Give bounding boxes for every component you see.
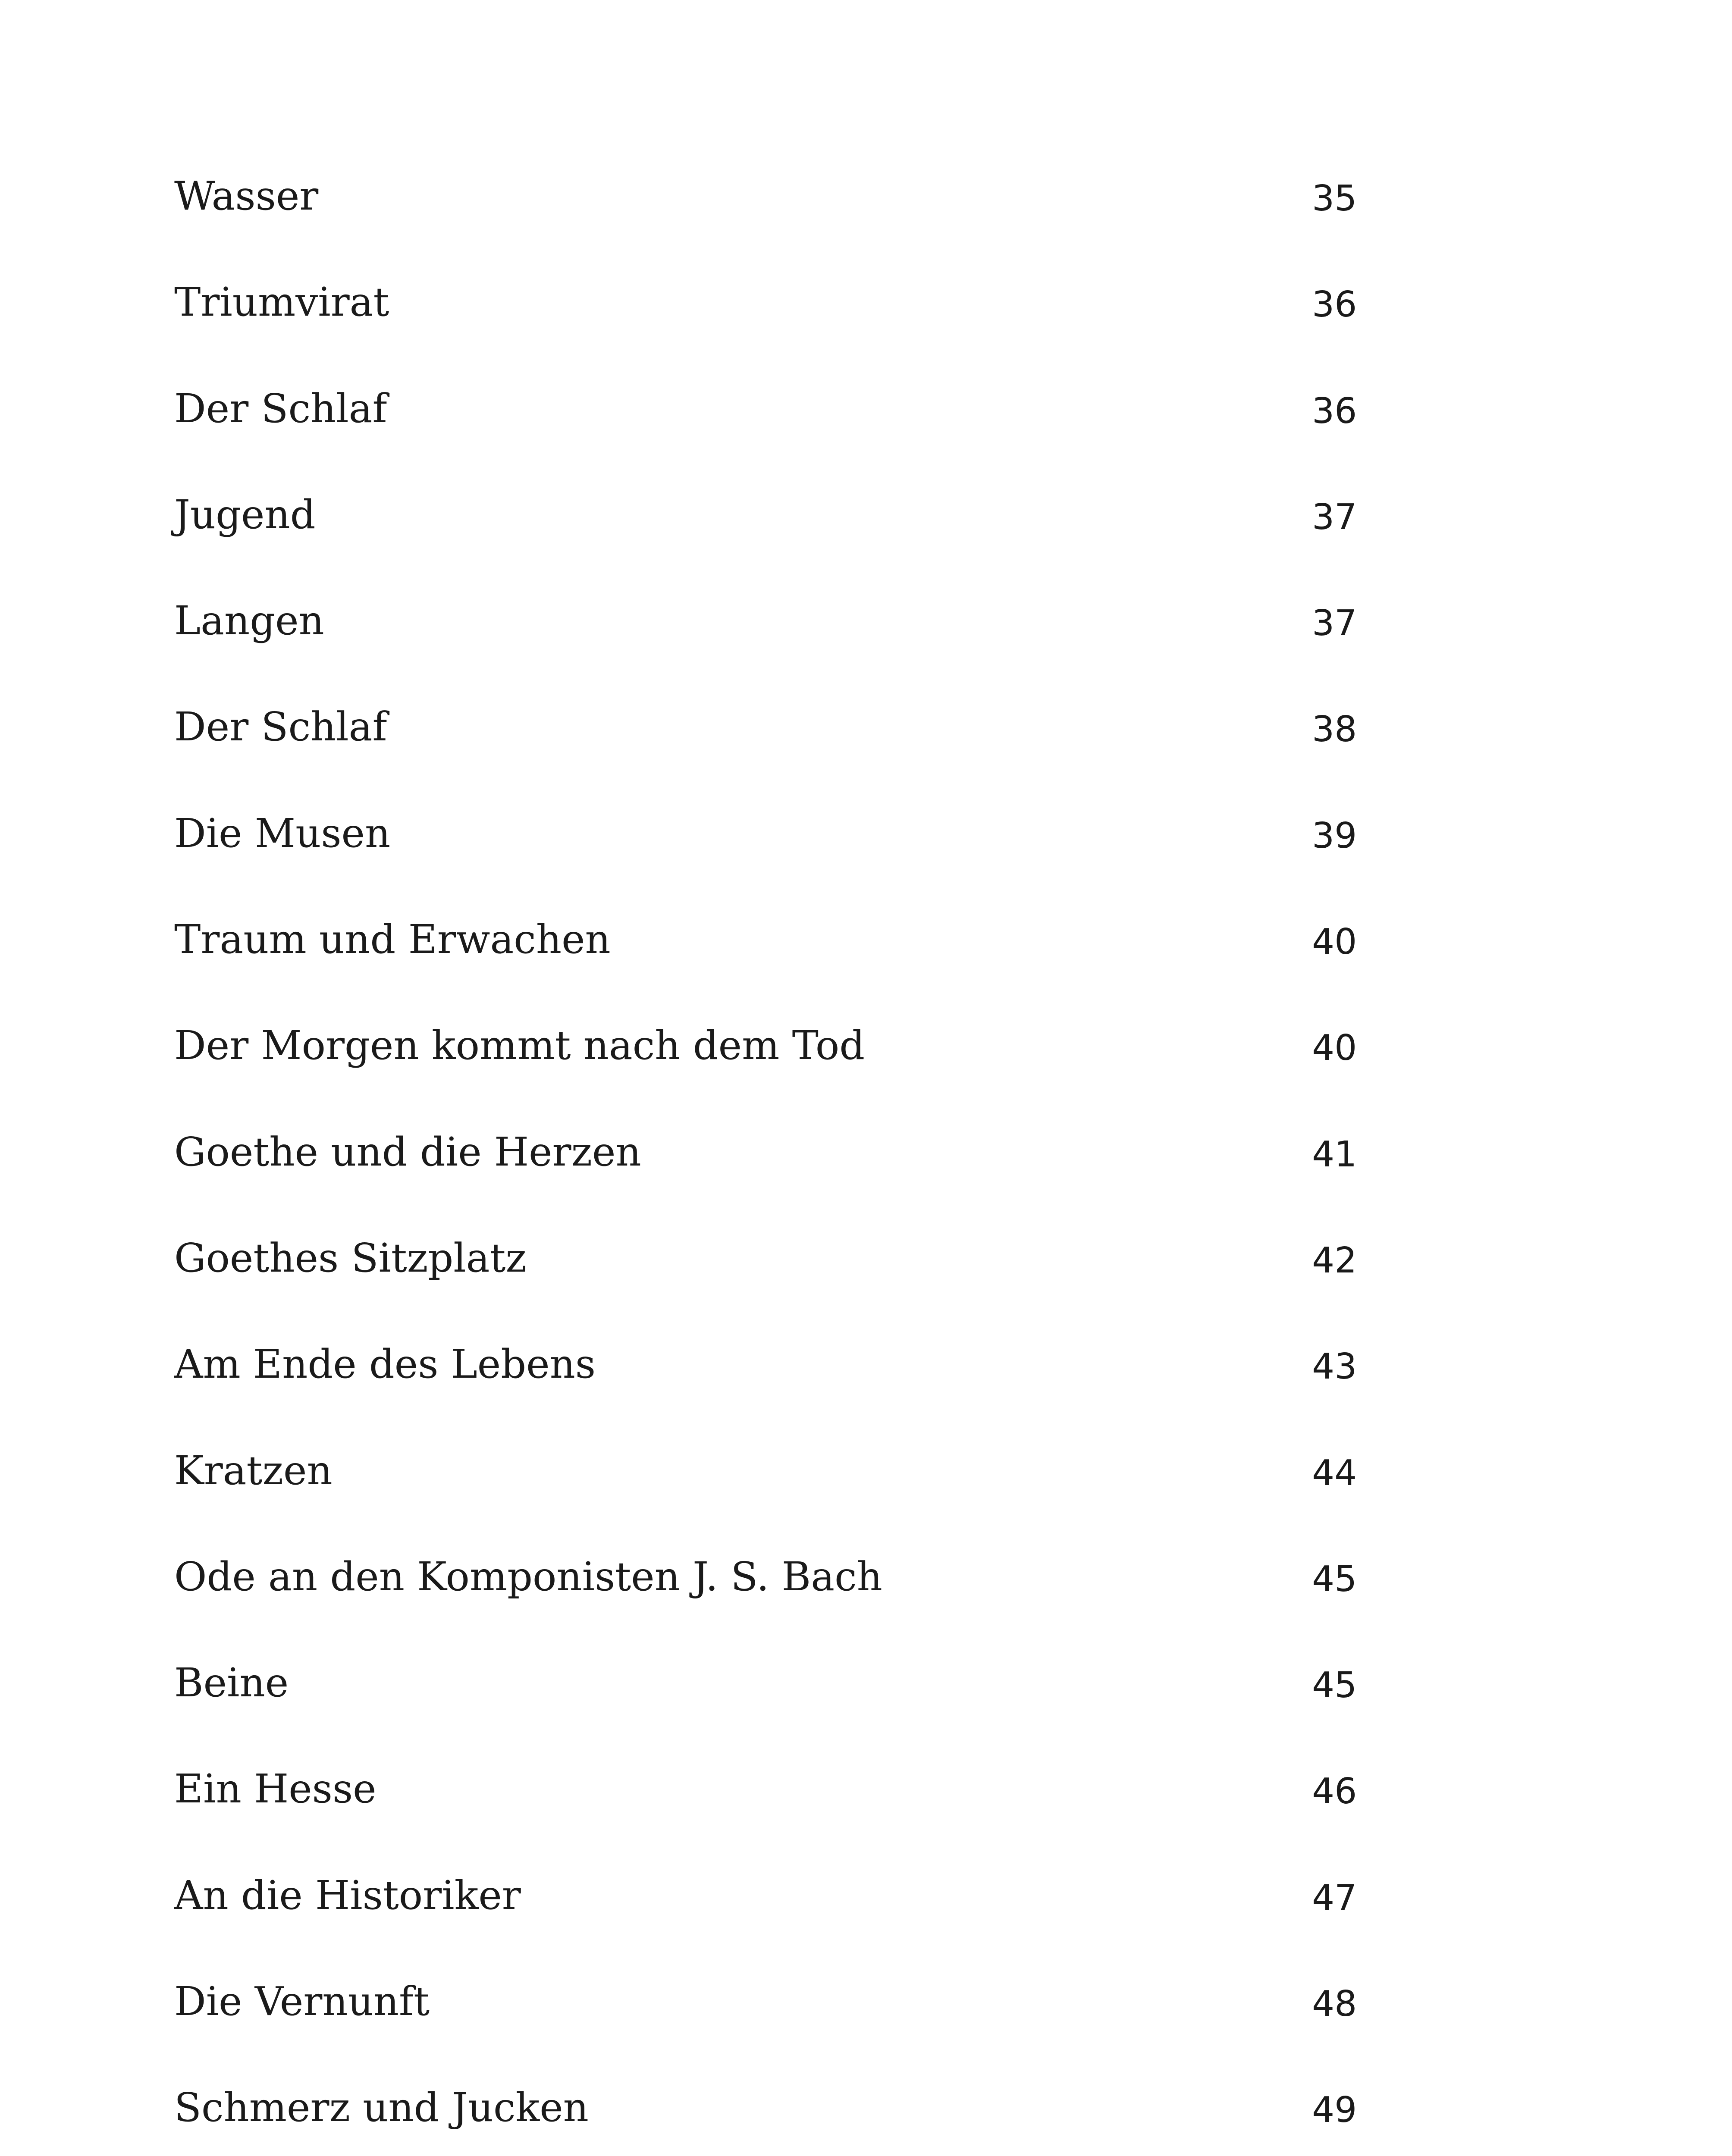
toc-entry	[174, 1445, 1382, 1551]
toc-entry	[174, 808, 1382, 914]
toc-entry	[174, 1020, 1382, 1126]
toc-entry-title: Der Schlaf	[174, 704, 387, 750]
toc-entry	[174, 1763, 1382, 1869]
toc-entry-page-number: 49	[1312, 2090, 1357, 2131]
toc-entry-page-number: 36	[1312, 284, 1357, 326]
toc-entry-page-number: 37	[1312, 496, 1357, 538]
toc-entry-title: An die Historiker	[174, 1872, 521, 1918]
toc-entry-title: Beine	[174, 1660, 289, 1706]
toc-entry-title: Ein Hesse	[174, 1766, 377, 1812]
toc-entry	[174, 489, 1382, 595]
toc-entry	[174, 1870, 1382, 1976]
toc-entry-title: Kratzen	[174, 1447, 333, 1494]
toc-entry-page-number: 40	[1312, 1028, 1357, 1069]
toc-entry-page-number: 39	[1312, 815, 1357, 856]
toc-entry-page-number: 44	[1312, 1452, 1357, 1494]
toc-entry	[174, 1657, 1382, 1763]
toc-entry	[174, 701, 1382, 807]
table-of-contents	[174, 170, 1382, 2156]
toc-entry	[174, 383, 1382, 489]
toc-entry-page-number: 37	[1312, 603, 1357, 644]
toc-entry	[174, 276, 1382, 382]
toc-entry	[174, 1551, 1382, 1657]
toc-entry-title: Ode an den Komponisten J. S. Bach	[174, 1553, 882, 1600]
toc-entry-title: Die Musen	[174, 810, 391, 856]
toc-entry-page-number: 38	[1312, 709, 1357, 750]
toc-entry	[174, 2082, 1382, 2156]
toc-entry-page-number: 48	[1312, 1984, 1357, 2025]
toc-entry-page-number: 46	[1312, 1771, 1357, 1812]
toc-entry-title: Goethes Sitzplatz	[174, 1235, 527, 1281]
toc-entry-page-number: 45	[1312, 1558, 1357, 1600]
toc-entry-page-number: 41	[1312, 1134, 1357, 1175]
toc-entry-title: Jugend	[174, 491, 316, 538]
toc-entry	[174, 1338, 1382, 1445]
toc-entry-title: Schmerz und Jucken	[174, 2084, 589, 2131]
toc-entry-title: Goethe und die Herzen	[174, 1128, 641, 1175]
toc-entry-title: Traum und Erwachen	[174, 916, 611, 963]
toc-entry-title: Triumvirat	[174, 279, 389, 326]
toc-entry-title: Langen	[174, 598, 324, 644]
toc-entry-page-number: 43	[1312, 1346, 1357, 1388]
toc-entry	[174, 914, 1382, 1020]
toc-entry-title: Der Schlaf	[174, 385, 387, 432]
toc-entry-page-number: 45	[1312, 1665, 1357, 1706]
toc-entry	[174, 1232, 1382, 1338]
toc-entry-title: Die Vernunft	[174, 1978, 430, 2025]
toc-entry-title: Am Ende des Lebens	[174, 1341, 596, 1388]
toc-entry-title: Der Morgen kommt nach dem Tod	[174, 1022, 865, 1069]
toc-entry-page-number: 40	[1312, 921, 1357, 963]
toc-entry-page-number: 35	[1312, 178, 1357, 219]
toc-entry	[174, 170, 1382, 276]
toc-entry	[174, 595, 1382, 701]
toc-entry-title: Wasser	[174, 173, 319, 219]
toc-entry	[174, 1126, 1382, 1232]
toc-entry	[174, 1976, 1382, 2082]
toc-entry-page-number: 42	[1312, 1240, 1357, 1281]
toc-entry-page-number: 36	[1312, 390, 1357, 432]
toc-entry-page-number: 47	[1312, 1877, 1357, 1918]
